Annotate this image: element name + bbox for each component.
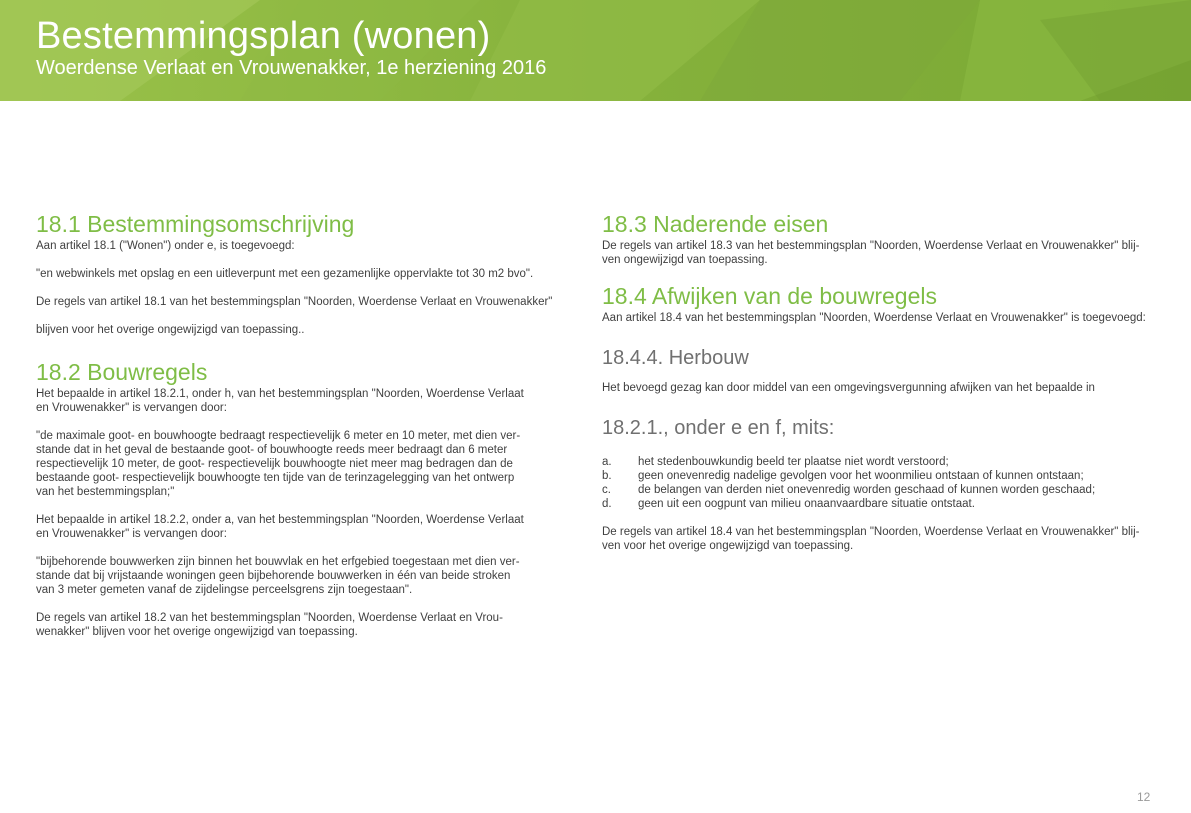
- section-18-3: [602, 209, 1162, 267]
- paragraph: [36, 429, 576, 499]
- page-number: 12: [1137, 790, 1151, 804]
- text-line: ven ongewijzigd van toepassing.: [602, 254, 768, 266]
- list-text: geen onevenredig nadelige gevolgen voor het woonmilieu ontstaan of kunnen ontstaan;: [638, 470, 1084, 482]
- text-line: Het bepaalde in artikel 18.2.2, onder a, van het bestemmingsplan "Noorden, Woerdense Verlaat: [36, 514, 524, 526]
- document-subtitle: Woerdense Verlaat en Vrouwenakker, 1e herziening 2016: [36, 57, 547, 79]
- section-heading-18-1: 18.1 Bestemmingsomschrijving: [36, 211, 355, 237]
- subsection-heading-18-4-4: 18.4.4. Herbouw: [602, 347, 749, 369]
- conditions-list: [602, 455, 1162, 511]
- list-text: het stedenbouwkundig beeld ter plaatse niet wordt verstoord;: [638, 456, 949, 468]
- list-text: geen uit een oogpunt van milieu onaanvaardbare situatie ontstaat.: [638, 498, 975, 510]
- section-18-4: [602, 281, 1162, 325]
- list-letter: c.: [602, 484, 611, 496]
- right-column: [602, 209, 1162, 553]
- subsection-heading-18-2-1: 18.2.1., onder e en f, mits:: [602, 417, 835, 439]
- section-18-2-1-conditions: [602, 415, 1162, 553]
- section-heading-18-4: 18.4 Afwijken van de bouwregels: [602, 283, 937, 309]
- text-line: van 3 meter gemeten vanaf de zijdelingse perceelsgrens zijn toegestaan".: [36, 584, 413, 596]
- list-letter: d.: [602, 498, 612, 510]
- text-line: en Vrouwenakker" is vervangen door:: [36, 402, 227, 414]
- paragraph: [602, 239, 1162, 267]
- list-letter: b.: [602, 470, 612, 482]
- document-title: Bestemmingsplan (wonen): [36, 15, 491, 57]
- text-line: De regels van artikel 18.2 van het bestemmingsplan "Noorden, Woerdense Verlaat en Vrou-: [36, 612, 503, 624]
- text-line: stande dat in het geval de bestaande goot- of bouwhoogte reeds meer bedraagt dan 6 meter: [36, 444, 508, 456]
- paragraph: [36, 513, 576, 541]
- list-item: [602, 469, 1162, 483]
- section-18-4-4: [602, 345, 1162, 395]
- paragraph: [36, 611, 576, 639]
- section-18-2: [36, 357, 576, 639]
- list-letter: a.: [602, 456, 612, 468]
- paragraph: "en webwinkels met opslag en een uitleverpunt met een gezamenlijke oppervlakte tot 30 m2 bvo".: [36, 268, 534, 280]
- text-line: wenakker" blijven voor het overige ongewijzigd van toepassing.: [36, 626, 358, 638]
- text-line: Het bepaalde in artikel 18.2.1, onder h, van het bestemmingsplan "Noorden, Woerdense Verlaat: [36, 388, 524, 400]
- text-line: De regels van artikel 18.4 van het bestemmingsplan "Noorden, Woerdense Verlaat en Vrouwenakker" blij-: [602, 526, 1140, 538]
- text-line: "de maximale goot- en bouwhoogte bedraagt respectievelijk 6 meter en 10 meter, met dien ver-: [36, 430, 521, 442]
- text-line: stande dat bij vrijstaande woningen geen bijbehorende bouwwerken in één van beide stroken: [36, 570, 511, 582]
- text-line: "bijbehorende bouwwerken zijn binnen het bouwvlak en het erfgebied toegestaan met dien ver-: [36, 556, 520, 568]
- paragraph: blijven voor het overige ongewijzigd van toepassing..: [36, 324, 305, 336]
- section-heading-18-3: 18.3 Naderende eisen: [602, 211, 829, 237]
- left-column: [36, 209, 576, 639]
- text-line: ven voor het overige ongewijzigd van toepassing.: [602, 540, 854, 552]
- section-heading-18-2: 18.2 Bouwregels: [36, 359, 208, 385]
- paragraph: De regels van artikel 18.1 van het bestemmingsplan "Noorden, Woerdense Verlaat en Vrouwenakker": [36, 296, 553, 308]
- paragraph: [602, 525, 1162, 553]
- header-banner: [0, 0, 1191, 101]
- text-line: bestaande goot- respectievelijk bouwhoogte ten tijde van de terinzagelegging van het ontwerp: [36, 472, 515, 484]
- text-line: De regels van artikel 18.3 van het bestemmingsplan "Noorden, Woerdense Verlaat en Vrouwenakker" blij-: [602, 240, 1140, 252]
- paragraph: Aan artikel 18.4 van het bestemmingsplan "Noorden, Woerdense Verlaat en Vrouwenakker" is toegevoegd:: [602, 312, 1146, 324]
- list-item: [602, 455, 1162, 469]
- list-text: de belangen van derden niet onevenredig worden geschaad of kunnen worden geschaad;: [638, 484, 1096, 496]
- paragraph: Aan artikel 18.1 ("Wonen") onder e, is toegevoegd:: [36, 240, 295, 252]
- list-item: [602, 483, 1162, 497]
- paragraph: [36, 387, 576, 415]
- paragraph: Het bevoegd gezag kan door middel van een omgevingsvergunning afwijken van het bepaalde in: [602, 382, 1095, 394]
- text-line: respectievelijk 10 meter, de goot- respectievelijk bouwhoogte niet meer mag bedragen dan de: [36, 458, 513, 470]
- paragraph: [36, 555, 576, 597]
- list-item: [602, 497, 1162, 511]
- text-line: en Vrouwenakker" is vervangen door:: [36, 528, 227, 540]
- section-18-1: [36, 209, 576, 337]
- text-line: van het bestemmingsplan;": [36, 486, 175, 498]
